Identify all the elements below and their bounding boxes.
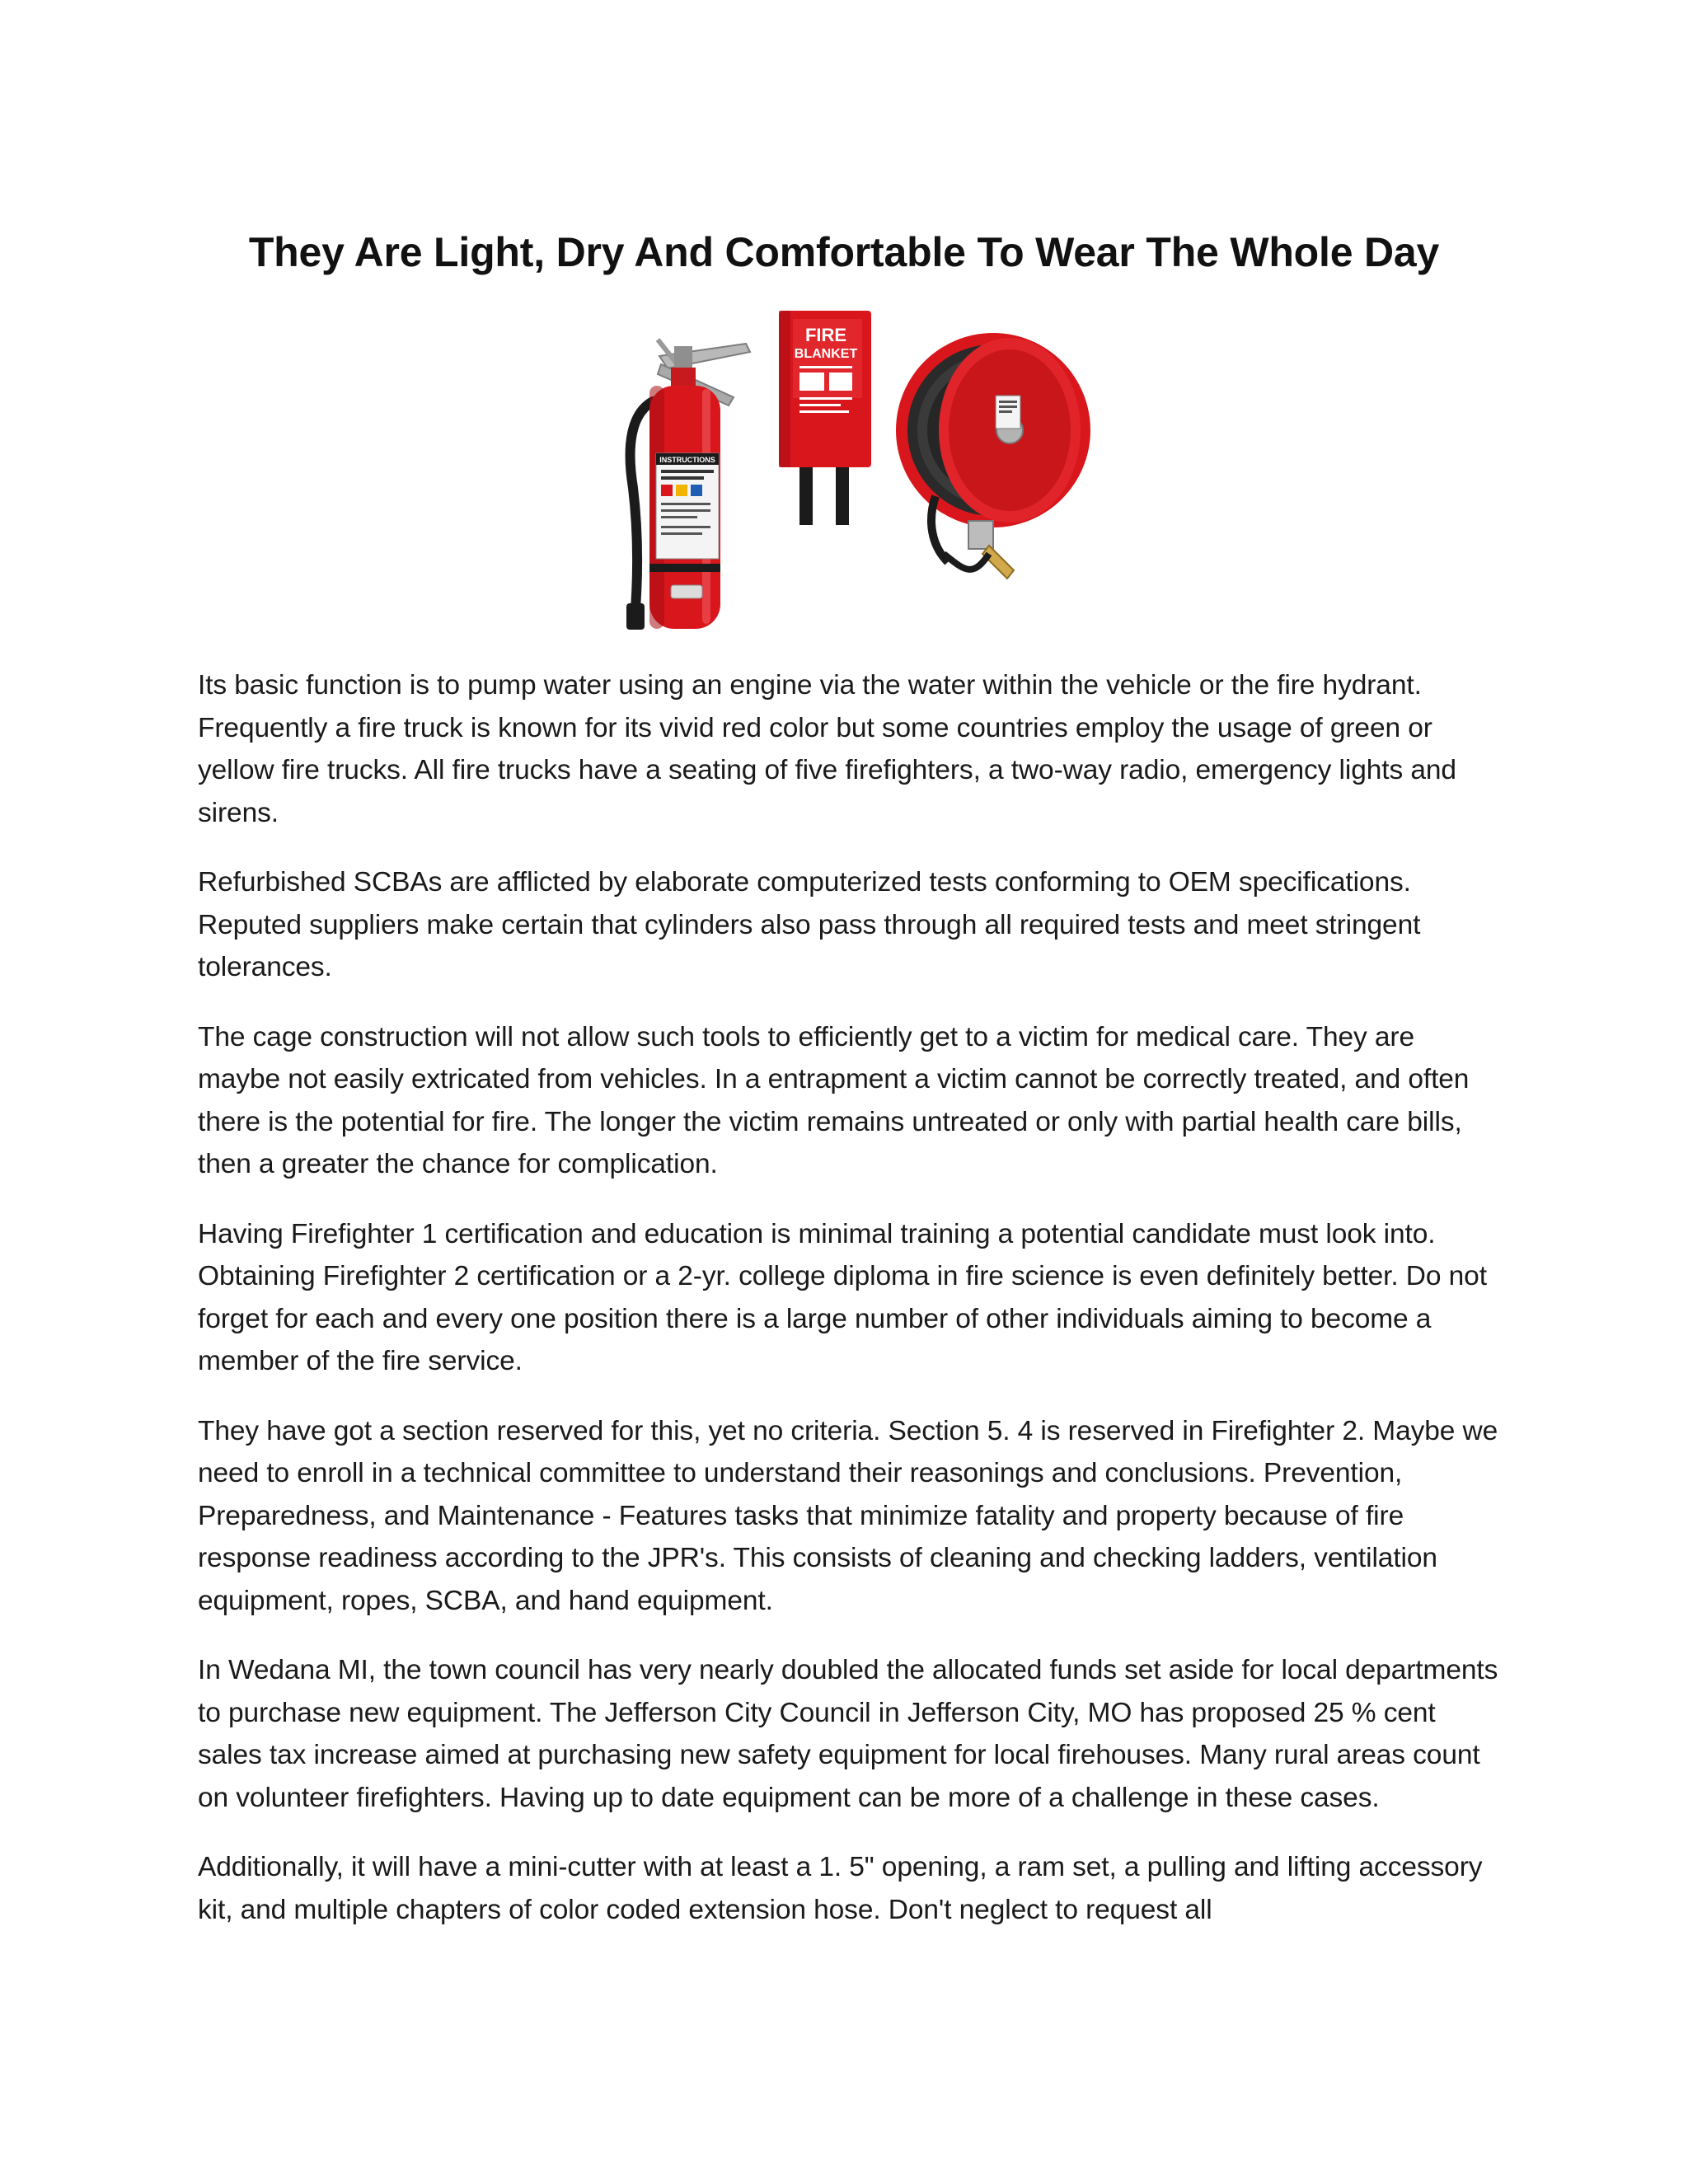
blanket-label-line2: BLANKET (794, 347, 858, 361)
fire-extinguisher-icon (626, 340, 750, 630)
fire-equipment-image (602, 307, 1096, 636)
hose-reel-icon (896, 333, 1090, 579)
page-title: They Are Light, Dry And Comfortable To Wear The Whole Day (248, 228, 1440, 275)
paragraph: Its basic function is to pump water using an engine via the water within the vehicle or the fire hydrant. Frequently a fire truck is known for its vivid red color but some countries employ the usage of green or yellow fire trucks. All fire trucks have a seating of five firefighters, a two-way radio, emergency lights and sirens. (198, 670, 1456, 828)
paragraph: The cage construction will not allow such tools to efficiently get to a victim for medical care. They are maybe not easily extricated from vehicles. In a entrapment a victim cannot be correctly treated, and often there is the potential for fire. The longer the victim remains untreated or only with partial health care bills, then a greater the chance for complication. (198, 1021, 1470, 1179)
extinguisher-label: INSTRUCTIONS (659, 456, 715, 464)
paragraph: They have got a section reserved for this, yet no criteria. Section 5. 4 is reserved in Firefighter 2. Maybe we need to enroll in a technical committee to understand their reasonings and conclusions. Prevention, Preparedness, and Maintenance - Features tasks that minimize fatality and property because of fire response readiness according to the JPR's. This consists of cleaning and checking ladders, ventilation equipment, ropes, SCBA, and hand equipment. (198, 1415, 1498, 1616)
blanket-label-line1: FIRE (804, 325, 847, 345)
paragraph: In Wedana MI, the town council has very nearly doubled the allocated funds set aside for local departments to purchase new equipment. The Jefferson City Council in Jefferson City, MO has proposed 25 % cent sales tax increase aimed at purchasing new safety equipment for local firehouses. Many rural areas count on volunteer firefighters. Having up to date equipment can be more of a challenge in these cases. (198, 1655, 1498, 1813)
article-body (198, 664, 1500, 1958)
fire-blanket-icon (779, 311, 871, 525)
paragraph: Additionally, it will have a mini-cutter with at least a 1. 5" opening, a ram set, a pulling and lifting accessory kit, and multiple chapters of color coded extension hose. Don't neglect to request all (198, 1852, 1483, 1925)
paragraph: Refurbished SCBAs are afflicted by elaborate computerized tests conforming to OEM specifications. Reputed suppliers make certain that cylinders also pass through all required tests and meet stringent tolerances. (198, 867, 1421, 982)
paragraph: Having Firefighter 1 certification and education is minimal training a potential candidate must look into. Obtaining Firefighter 2 certification or a 2-yr. college diploma in fire science is even definitely better. Do not forget for each and every one position there is a large number of other individuals aiming to become a member of the fire service. (198, 1218, 1487, 1376)
